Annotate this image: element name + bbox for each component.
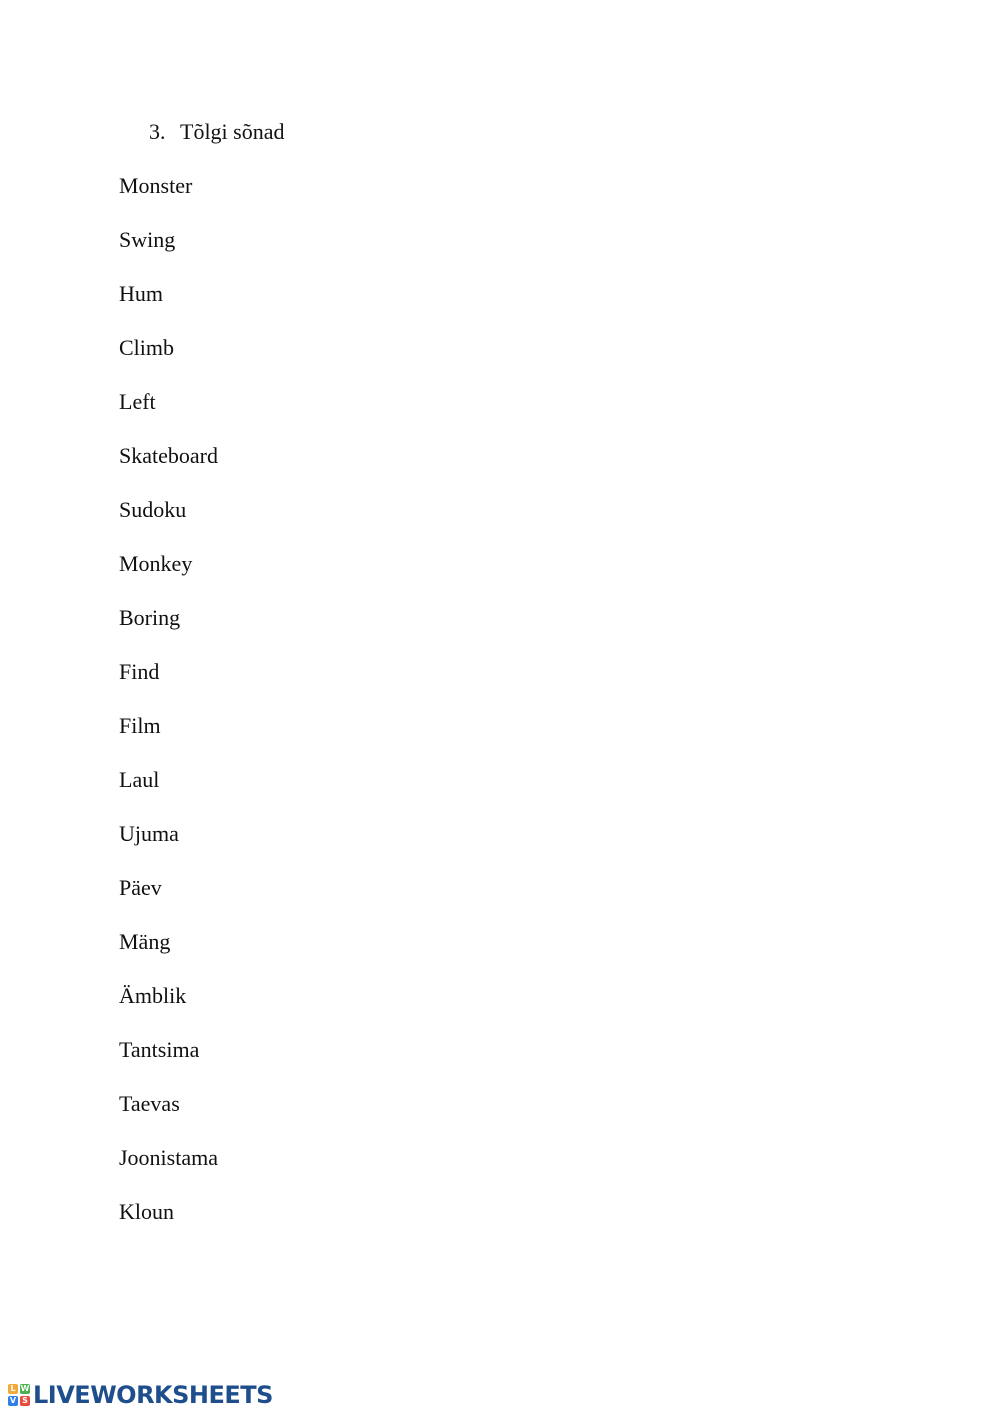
word-item: Swing — [119, 227, 176, 252]
word-item: Left — [119, 389, 156, 414]
word-item: Climb — [119, 335, 175, 360]
logo-tile: V — [9, 1396, 17, 1405]
logo-tile: L — [8, 1384, 18, 1394]
word-item: Mäng — [119, 929, 171, 954]
exercise-heading — [149, 118, 285, 146]
liveworksheets-logo[interactable] — [8, 1382, 273, 1408]
word-item: Monster — [119, 173, 193, 198]
word-item: Tantsima — [119, 1037, 200, 1062]
exercise-title: Tõlgi sõnad — [180, 119, 285, 144]
word-item: Ämblik — [119, 983, 187, 1008]
word-item: Laul — [119, 767, 160, 792]
logo-tile: W — [20, 1384, 30, 1393]
liveworksheets-logo-icon — [8, 1384, 30, 1406]
word-item: Kloun — [119, 1199, 174, 1224]
brand-name: LIVEWORKSHEETS — [33, 1381, 273, 1409]
word-item: Joonistama — [119, 1145, 218, 1170]
logo-tile: S — [20, 1396, 30, 1406]
word-item: Sudoku — [119, 497, 187, 522]
word-list — [119, 172, 218, 1252]
word-item: Monkey — [119, 551, 193, 576]
word-item: Find — [119, 659, 160, 684]
word-item: Hum — [119, 281, 163, 306]
exercise-number: 3. — [149, 119, 166, 144]
word-item: Boring — [119, 605, 181, 630]
word-item: Taevas — [119, 1091, 180, 1116]
word-item: Skateboard — [119, 443, 218, 468]
word-item: Päev — [119, 875, 162, 900]
word-item: Ujuma — [119, 821, 179, 846]
word-item: Film — [119, 713, 161, 738]
